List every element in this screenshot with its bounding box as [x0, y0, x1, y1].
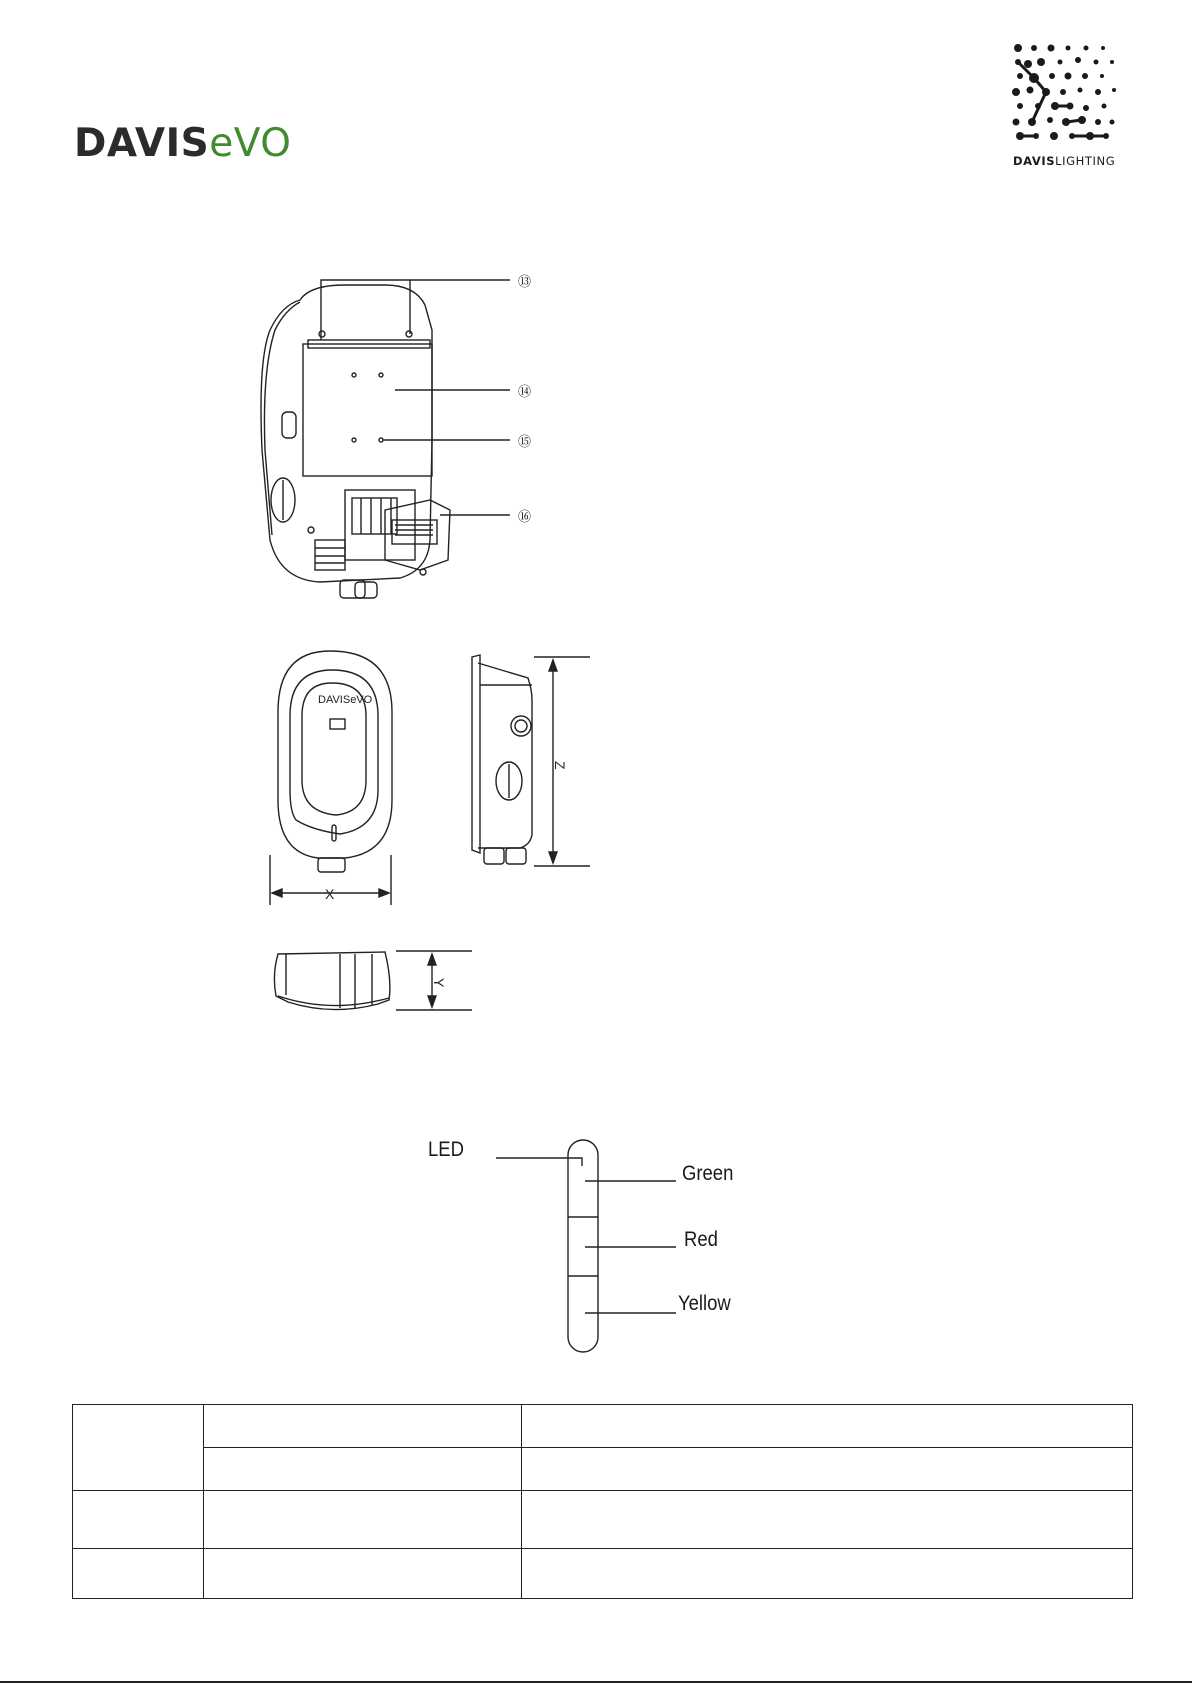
page-bottom-rule [0, 1681, 1192, 1683]
table-cell [203, 1549, 521, 1599]
back-view-drawing [261, 285, 450, 598]
side-view-drawing [472, 655, 590, 866]
led-label: LED [428, 1138, 464, 1161]
table-row [73, 1491, 1133, 1549]
dimension-z-label: Z [552, 761, 568, 770]
callout-13: ⑬ [518, 275, 532, 290]
table-cell [521, 1405, 1132, 1448]
red-label: Red [684, 1228, 718, 1251]
dimension-y-label: Y [431, 978, 447, 988]
table-row [73, 1549, 1133, 1599]
table-cell [521, 1448, 1132, 1491]
led-status-table [72, 1404, 1133, 1599]
table-cell [521, 1549, 1132, 1599]
yellow-label: Yellow [678, 1292, 731, 1315]
table-cell [203, 1405, 521, 1448]
table-cell [203, 1448, 521, 1491]
table-cell [73, 1405, 204, 1491]
green-label: Green [682, 1162, 734, 1185]
table-cell [73, 1491, 204, 1549]
dimension-x-label: X [325, 886, 335, 902]
device-front-logo-text: DAVISeVO [318, 694, 373, 706]
davis-evo-logo: DAVISeVO [74, 121, 292, 166]
callout-15: ⑮ [518, 435, 532, 450]
led-indicator-drawing [496, 1140, 676, 1352]
davis-lighting-wordmark: DAVISLIGHTING [1013, 154, 1116, 168]
table-cell [73, 1549, 204, 1599]
table-row [73, 1405, 1133, 1448]
front-view-drawing [270, 651, 392, 905]
table-row [73, 1448, 1133, 1491]
table-cell [203, 1491, 521, 1549]
callout-14: ⑭ [518, 385, 532, 400]
callout-16: ⑯ [518, 510, 532, 525]
table-cell [521, 1491, 1132, 1549]
